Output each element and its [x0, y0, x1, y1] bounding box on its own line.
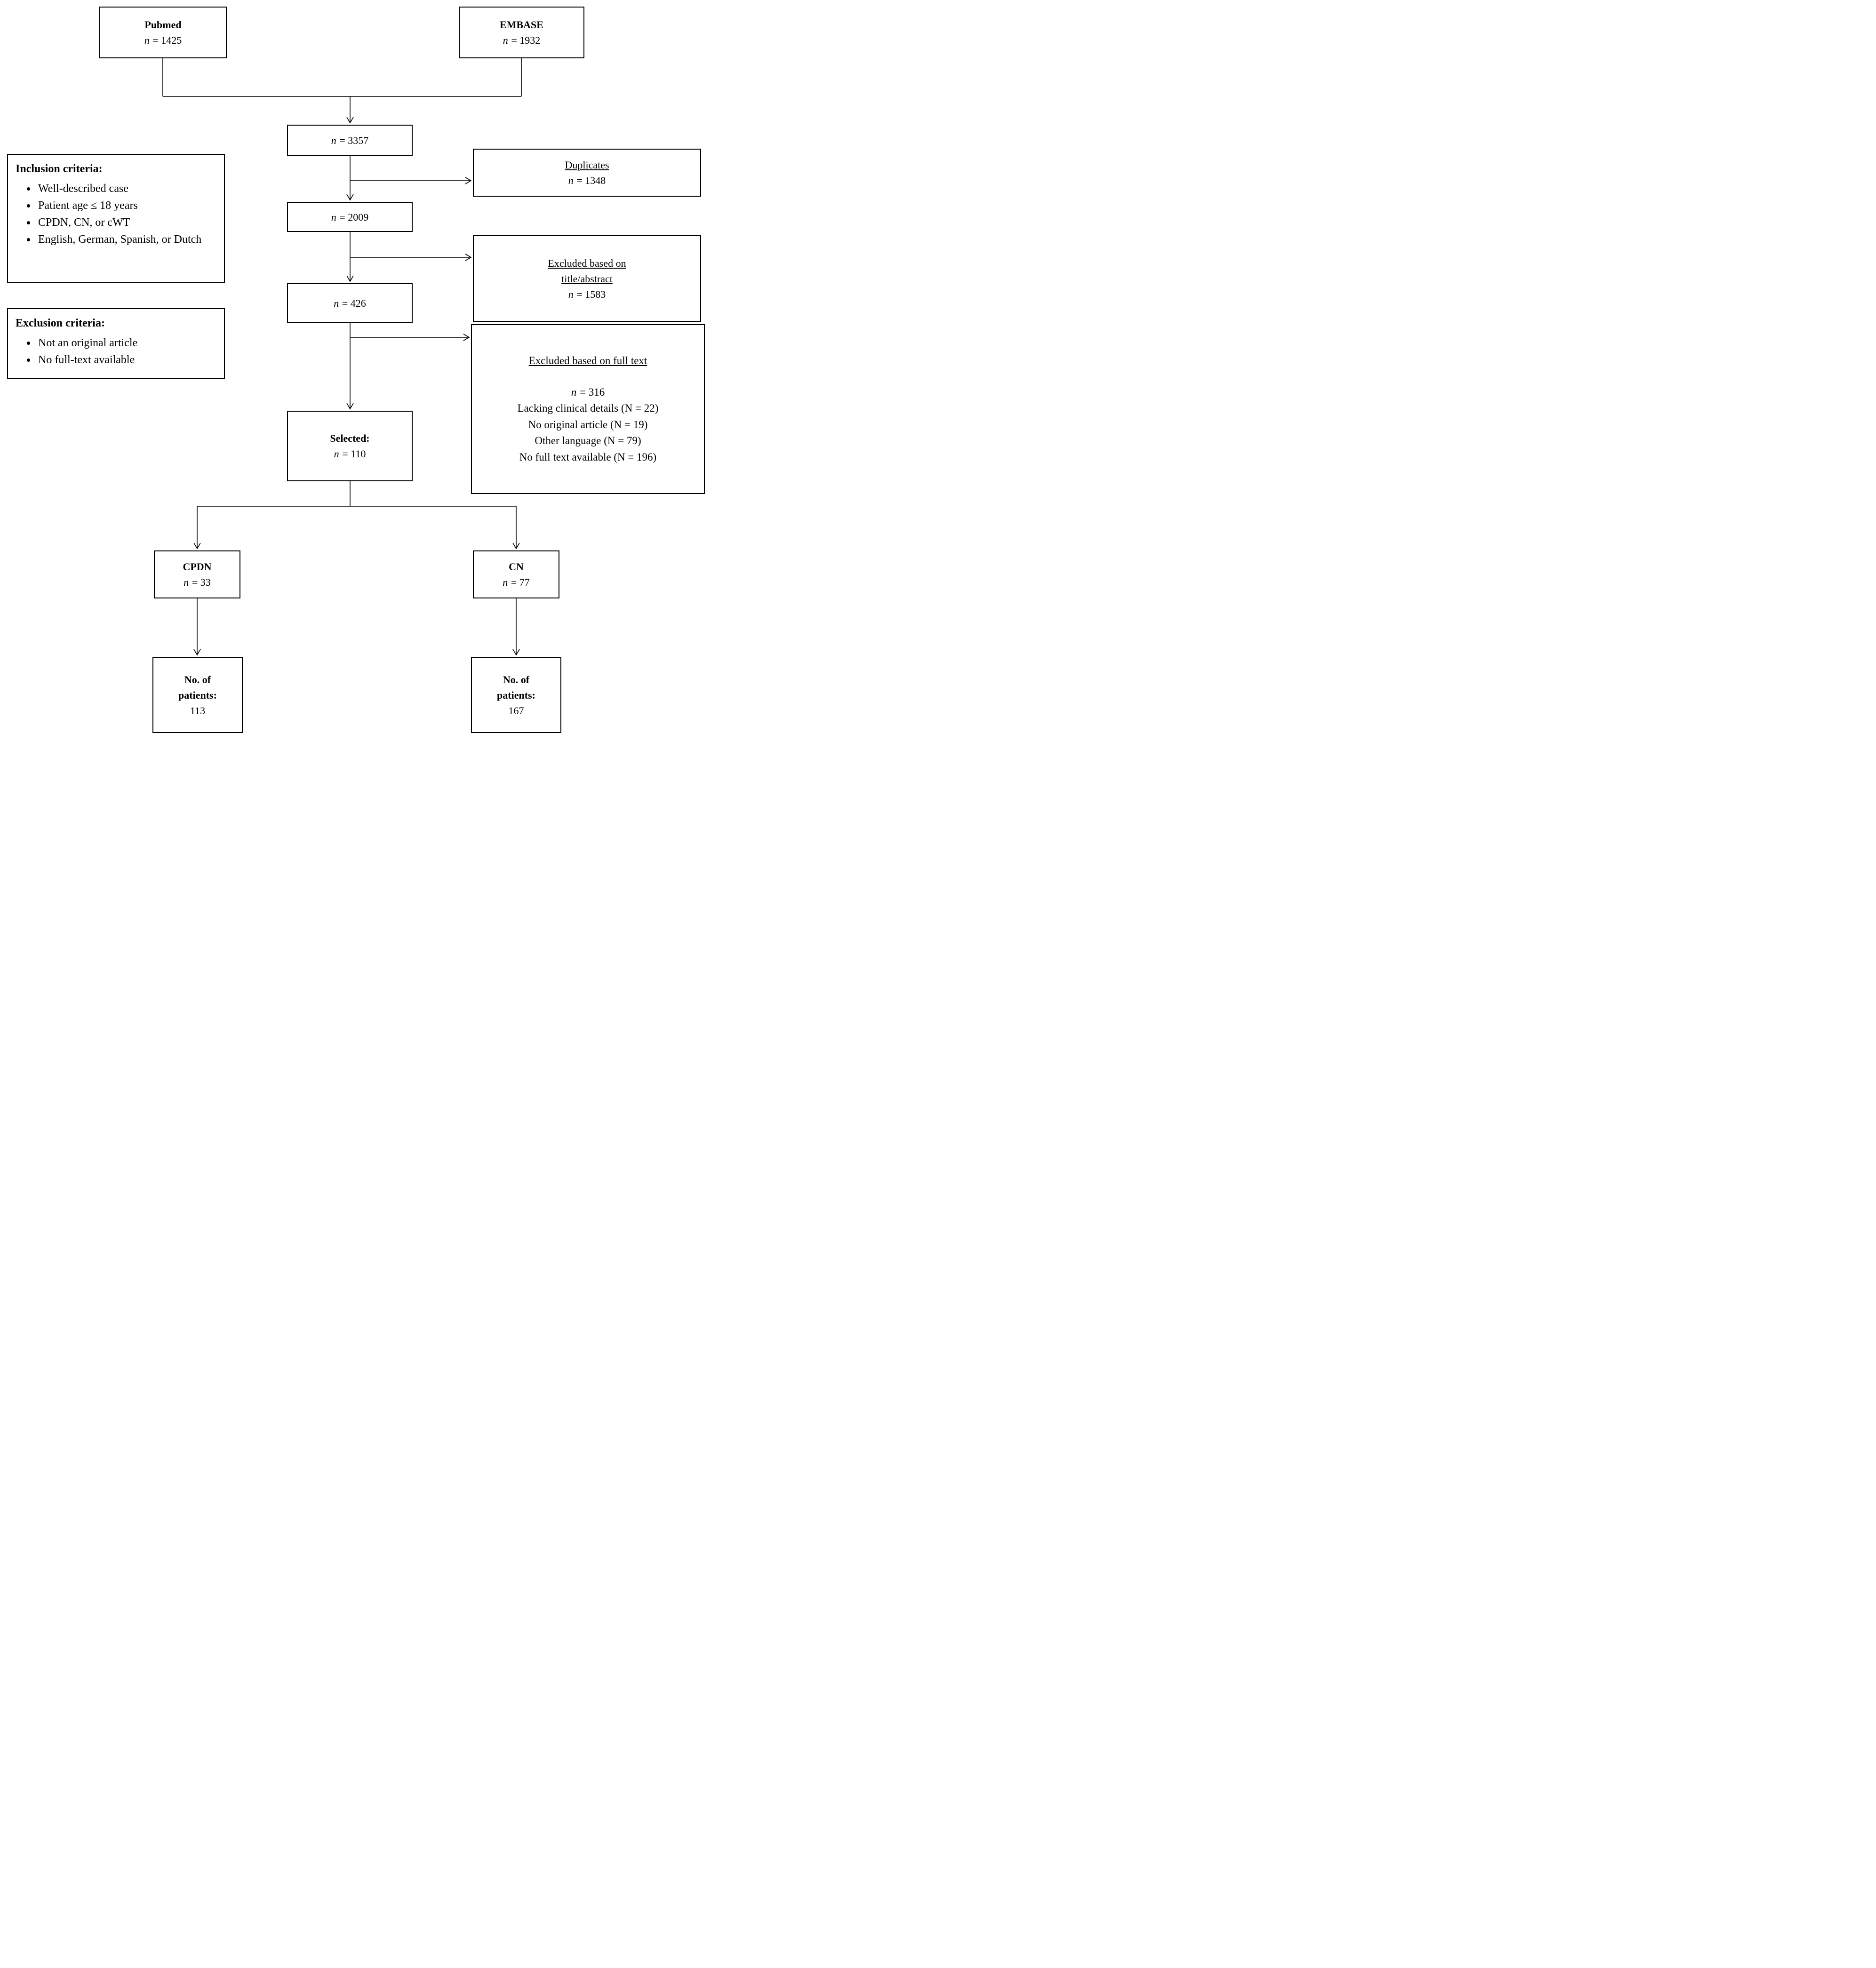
- n-value: = 2009: [339, 211, 369, 223]
- screened-count: [334, 295, 366, 311]
- n-symbol: n: [503, 34, 508, 46]
- cn-patients-value: 167: [508, 704, 524, 717]
- after-dedup-box: [287, 202, 413, 232]
- total-count: [331, 133, 369, 148]
- pubmed-box: [99, 7, 227, 58]
- cpdn-title: CPDN: [183, 561, 212, 573]
- excluded-full-text-title: Excluded based on full text: [528, 355, 647, 367]
- n-value: = 1425: [152, 34, 182, 46]
- duplicates-count: [568, 173, 606, 188]
- n-value: = 426: [342, 297, 366, 309]
- cn-box: [473, 550, 559, 598]
- n-symbol: n: [334, 297, 339, 309]
- exclusion-reason: No original article (N = 19): [528, 418, 648, 430]
- excluded-title-abstract-title-line1: Excluded based on: [548, 257, 626, 269]
- n-value: = 110: [342, 448, 366, 460]
- n-symbol: n: [331, 134, 336, 146]
- pubmed-title: Pubmed: [144, 19, 182, 31]
- inclusion-criteria-item: • Patient age ≤ 18 years: [36, 197, 216, 214]
- n-value: = 3357: [339, 134, 369, 146]
- embase-box: [459, 7, 584, 58]
- excluded-full-text-box: [471, 324, 705, 494]
- n-symbol: n: [144, 34, 150, 46]
- after-dedup-count: [331, 209, 369, 225]
- exclusion-criteria-box: [7, 308, 225, 379]
- exclusion-criteria-list: [16, 335, 216, 368]
- total-records-box: [287, 125, 413, 156]
- excluded-full-text-count: [571, 384, 605, 401]
- n-value: = 1348: [576, 175, 606, 186]
- cn-patients-box: [471, 657, 561, 733]
- excluded-title-abstract-box: [473, 235, 701, 322]
- n-symbol: n: [571, 386, 577, 398]
- n-value: = 77: [511, 576, 530, 588]
- inclusion-criteria-item: • English, German, Spanish, or Dutch: [36, 231, 216, 248]
- n-symbol: n: [184, 576, 189, 588]
- exclusion-reason: Other language (N = 79): [535, 435, 641, 446]
- n-value: = 33: [192, 576, 211, 588]
- cn-title: CN: [509, 561, 524, 573]
- cpdn-count: [184, 574, 211, 590]
- cn-count: [503, 574, 530, 590]
- duplicates-title: Duplicates: [565, 159, 609, 171]
- n-value: = 1932: [511, 34, 541, 46]
- screened-box: [287, 283, 413, 323]
- inclusion-criteria-item: • Well-described case: [36, 180, 216, 197]
- n-symbol: n: [503, 576, 508, 588]
- inclusion-criteria-list: [16, 180, 216, 248]
- cn-patients-title-line1: No. of: [503, 673, 530, 685]
- n-value: = 1583: [576, 288, 606, 300]
- embase-count: [503, 32, 541, 48]
- inclusion-criteria-item: • CPDN, CN, or cWT: [36, 214, 216, 231]
- n-symbol: n: [568, 175, 574, 186]
- pubmed-count: [144, 32, 182, 48]
- selected-box: [287, 411, 413, 481]
- exclusion-criteria-title: Exclusion criteria:: [16, 317, 105, 329]
- flow-diagram: [0, 0, 706, 741]
- cpdn-patients-value: 113: [190, 704, 206, 717]
- cpdn-patients-box: [152, 657, 243, 733]
- cn-patients-title-line2: patients:: [497, 689, 535, 701]
- selected-title: Selected:: [330, 432, 370, 444]
- exclusion-reason: No full text available (N = 196): [519, 451, 657, 463]
- exclusion-criteria-item: • Not an original article: [36, 335, 216, 351]
- cpdn-box: [154, 550, 240, 598]
- cpdn-patients-title-line1: No. of: [184, 673, 211, 685]
- n-symbol: n: [568, 288, 574, 300]
- inclusion-criteria-title: Inclusion criteria:: [16, 163, 103, 175]
- n-value: = 316: [580, 386, 605, 398]
- exclusion-reason: Lacking clinical details (N = 22): [517, 402, 659, 414]
- selected-count: [334, 446, 366, 462]
- inclusion-criteria-box: [7, 154, 225, 283]
- duplicates-box: [473, 149, 701, 197]
- n-symbol: n: [334, 448, 339, 460]
- n-symbol: n: [331, 211, 336, 223]
- cpdn-patients-title-line2: patients:: [178, 689, 217, 701]
- excluded-title-abstract-count: [568, 287, 606, 302]
- embase-title: EMBASE: [500, 19, 543, 31]
- exclusion-criteria-item: • No full-text available: [36, 351, 216, 368]
- excluded-title-abstract-title-line2: title/abstract: [561, 272, 613, 285]
